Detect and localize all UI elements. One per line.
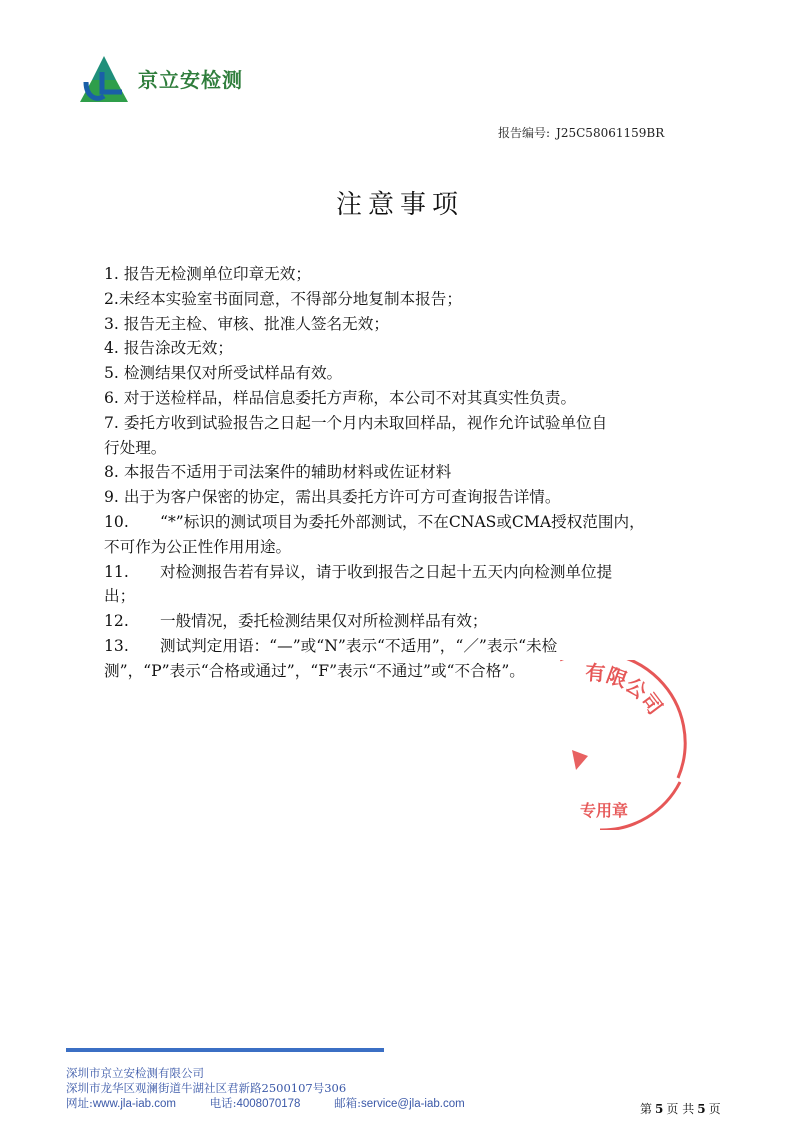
notes-list	[104, 262, 704, 684]
note-line: 3. 报告无主检、审核、批准人签名无效；	[104, 314, 389, 333]
note-line: 出；	[104, 587, 136, 606]
note-line: 4. 报告涂改无效；	[104, 339, 233, 358]
note-line: 行处理。	[104, 438, 167, 457]
website-link[interactable]: www.jla-iab.com	[92, 1098, 176, 1110]
footer-address: 深圳市龙华区观澜街道牛湖社区君新路2500107号306	[66, 1081, 347, 1095]
email-label: 邮箱:	[334, 1096, 361, 1110]
logo-wordmark: 京立安检测	[138, 68, 243, 92]
svg-text:有限公司: 有限公司	[584, 660, 668, 719]
page-current: 5	[655, 1102, 664, 1116]
svg-text:专用章: 专用章	[580, 801, 629, 820]
note-line: 1. 报告无检测单位印章无效；	[104, 265, 311, 283]
logo-mark-icon	[76, 52, 132, 108]
note-line: 13. 测试判定用语：“—”或“N”表示“不适用”，“／”表示“未检	[104, 636, 558, 655]
phone-label: 电话:	[209, 1096, 237, 1110]
note-line: 10. “*”标识的测试项目为委托外部测试，不在CNAS或CMA授权范围内，	[104, 512, 645, 531]
company-seal-stamp	[540, 660, 690, 830]
note-line: 9. 出于为客户保密的协定，需出具委托方许可方可查询报告详情。	[104, 488, 561, 507]
footer-contact	[66, 1066, 465, 1112]
note-line: 不可作为公正性作用用途。	[104, 537, 292, 556]
report-number	[498, 124, 664, 141]
footer-contacts	[66, 1096, 465, 1112]
note-line: 12. 一般情况，委托检测结果仅对所检测样品有效；	[104, 612, 488, 631]
footer-divider	[66, 1048, 384, 1052]
email-link[interactable]: service@jla-iab.com	[360, 1098, 465, 1110]
note-line: 2.未经本实验室书面同意，不得部分地复制本报告；	[104, 289, 462, 308]
note-line: 7. 委托方收到试验报告之日起一个月内未取回样品，视作允许试验单位自	[104, 413, 608, 432]
report-number-value: J25C58061159BR	[556, 126, 665, 140]
note-line: 8. 本报告不适用于司法案件的辅助材料或佐证材料	[104, 463, 452, 482]
company-logo	[76, 50, 276, 110]
note-line: 测”，“P”表示“合格或通过”，“F”表示“不通过”或“不合格”。	[104, 661, 525, 680]
note-line: 11. 对检测报告若有异议，请于收到报告之日起十五天内向检测单位提	[104, 562, 613, 581]
page-number: 第 5 页 共 5 页	[640, 1102, 721, 1116]
report-number-label: 报告编号:	[498, 126, 551, 140]
footer-company: 深圳市京立安检测有限公司	[66, 1066, 204, 1080]
page-title: 注意事项	[335, 190, 464, 220]
page-total: 5	[697, 1102, 706, 1116]
phone-number: 4008070178	[236, 1098, 301, 1110]
note-line: 6. 对于送检样品，样品信息委托方声称，本公司不对其真实性负责。	[104, 388, 577, 407]
note-line: 5. 检测结果仅对所受试样品有效。	[104, 364, 343, 383]
website-label: 网址:	[66, 1096, 93, 1110]
